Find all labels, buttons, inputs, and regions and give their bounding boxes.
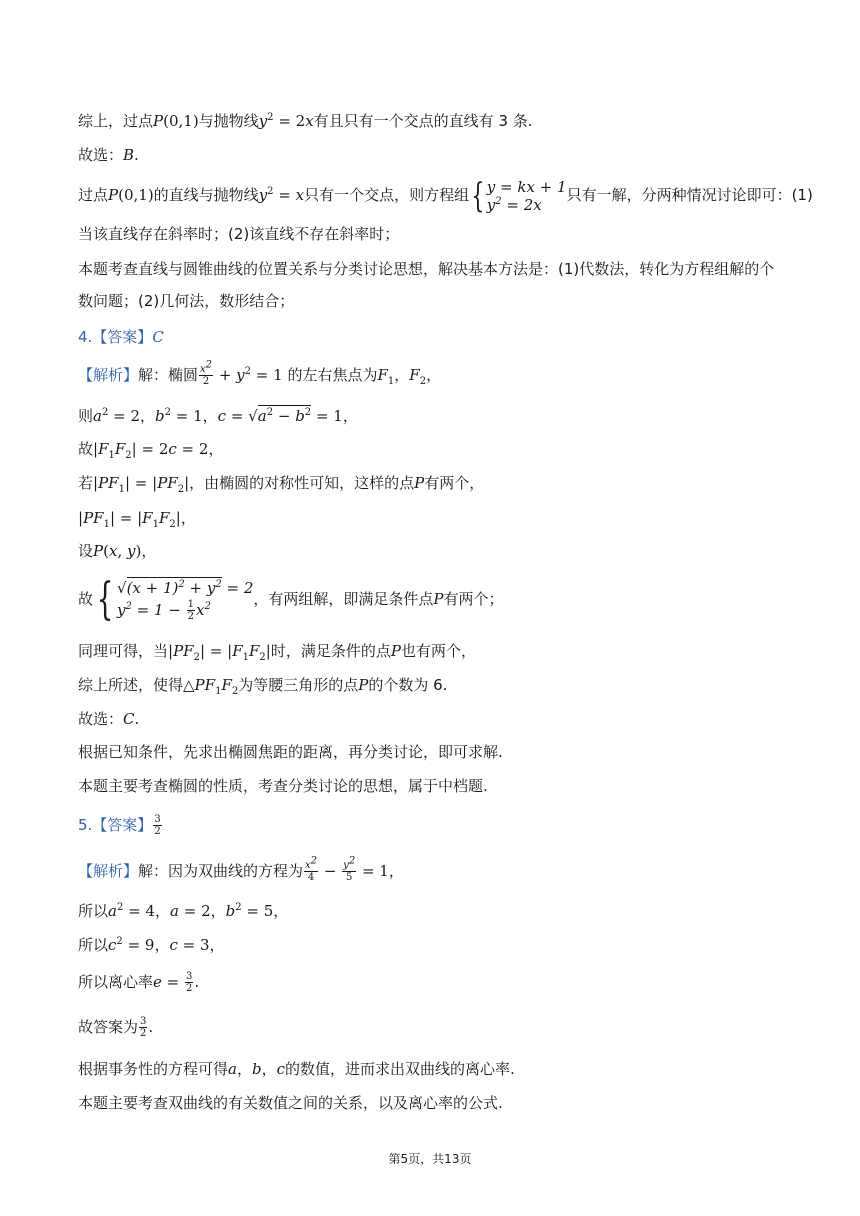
answer-heading: 4.【答案】C: [78, 328, 164, 346]
text-line: 根据事务性的方程可得a，b，c的数值，进而求出双曲线的离心率.: [78, 1060, 515, 1078]
text-line: 若$|PF_1| = |PF_2|$，由椭圆的对称性可知，这样的点P有两个，: [78, 474, 485, 495]
text-line: 故选：C.: [78, 710, 140, 728]
text-line: 根据已知条件，先求出椭圆焦距的距离，再分类讨论，即可求解.: [78, 743, 503, 761]
text-line: 当该直线存在斜率时；(2)该直线不存在斜率时；: [78, 225, 400, 243]
text-line: 设P(x, y)，: [78, 542, 157, 560]
text-line: 【解析】解：椭圆 $\frac{x^2}{2}$ + $y^2 = 1$ 的左右焦点为$F_1$，$F_2$，: [78, 359, 442, 387]
text-line: 本题考查直线与圆锥曲线的位置关系与分类讨论思想，解决基本方法是：(1)代数法，转化为方程组解的个: [78, 260, 775, 278]
text-line: 则$a^2 = 2$，$b^2 = 1$，$c = √a^2 - b^2 = 1$，: [78, 407, 358, 425]
text-line: 故{ $√(x + 1)^2 + y^2 = 2$ $y^2 = 1$ − $\frac{1}{2}$ $x^2$ ，有两组解，即满足条件点P有两个；: [78, 573, 504, 625]
text-line: 【解析】解：因为双曲线的方程为 $\frac{x^2}{4}$ − $\frac{y^2}{5}$ = 1，: [78, 855, 404, 883]
page-footer: 第5页，共13页: [388, 1152, 472, 1166]
text-line: 过点P(0,1)的直线与抛物线$y^2 = x$只有一个交点，则方程组{ y = kx + 1 $y^2 = 2x$只有一解，分两种情况讨论即可：(1): [78, 175, 813, 216]
text-line: 故答案为 $\frac{3}{2}$ .: [78, 1016, 154, 1039]
text-line: 数问题；(2)几何法，数形结合；: [78, 292, 295, 310]
text-line: 故$|F_1F_2| = 2c = 2$，: [78, 440, 224, 461]
text-line: 本题主要考查椭圆的性质，考查分类讨论的思想，属于中档题.: [78, 777, 488, 795]
text-line: 故选：B.: [78, 146, 139, 164]
text-line: 同理可得，当$|PF_2| = |F_1F_2|$时，满足条件的点P也有两个，: [78, 642, 476, 663]
text-line: 所以离心率e = $\frac{3}{2}$ .: [78, 971, 200, 994]
text-line: $|PF_1| = |F_1F_2|$，: [78, 509, 196, 530]
text-line: 所以$a^2 = 4$，a = 2，$b^2 = 5$，: [78, 902, 289, 920]
text-line: 所以$c^2 = 9$，c = 3，: [78, 936, 225, 954]
text-line: 本题主要考查双曲线的有关数值之间的关系，以及离心率的公式.: [78, 1094, 503, 1112]
text-line: 综上所述，使得$\triangle PF_1F_2$为等腰三角形的点P的个数为 6.: [78, 676, 448, 697]
answer-heading: 5.【答案】 $\frac{3}{2}$: [78, 814, 161, 837]
text-line: 综上，过点P(0,1)与抛物线$y^2 = 2x$有且只有一个交点的直线有 3 条.: [78, 112, 533, 130]
